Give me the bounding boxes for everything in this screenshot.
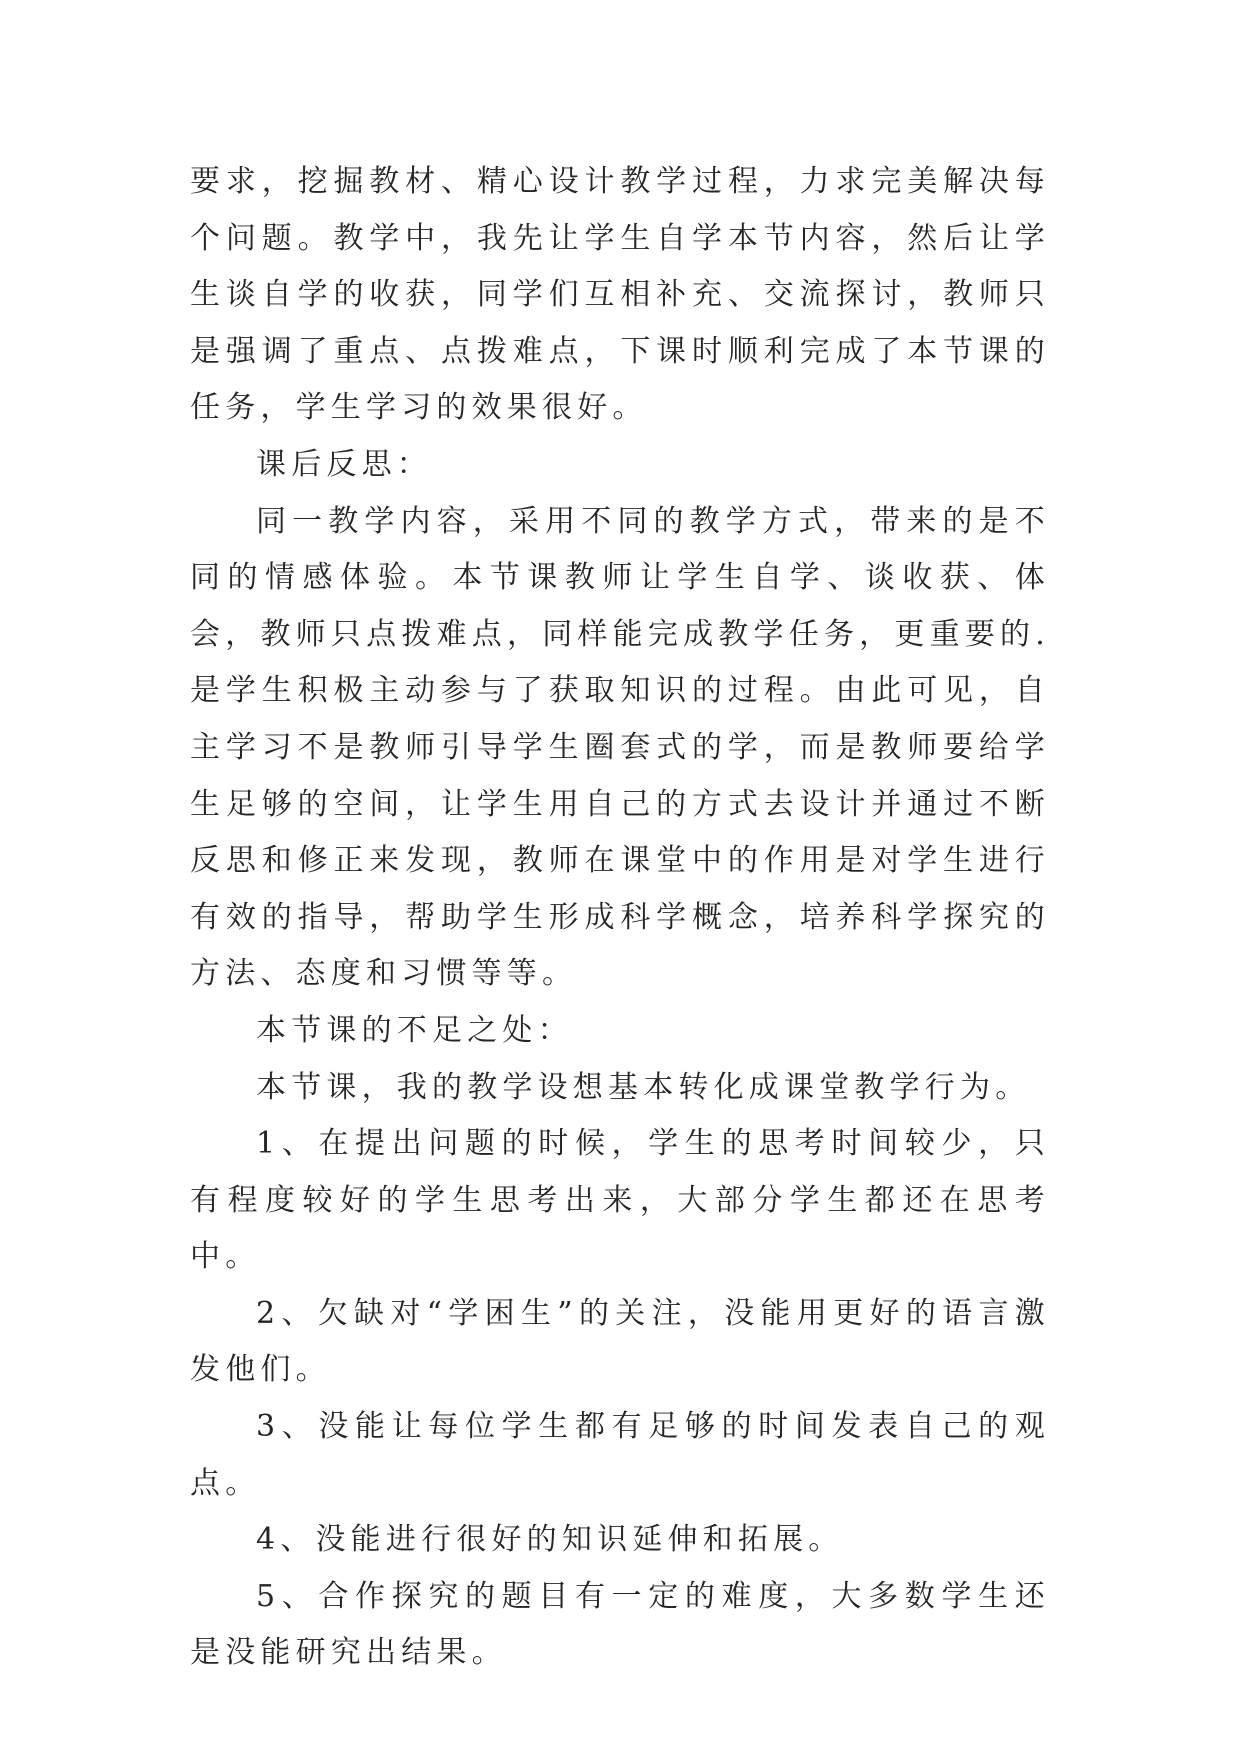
list-item-5: 5、合作探究的题目有一定的难度，大多数学生还是没能研究出结果。 xyxy=(190,1578,1050,1671)
list-item-4: 4、没能进行很好的知识延伸和拓展。 xyxy=(256,1522,844,1558)
paragraph-continuation: 要求，挖掘教材、精心设计教学过程，力求完美解决每个问题。教学中，我先让学生自学本节内容，然后让学生谈自学的收获，同学们互相补充、交流探讨，教师只是强调了重点、点拨难点，下课时顺利完成了本节课的任务，学生学习的效果很好。 xyxy=(190,164,1050,426)
list-item-3: 3、没能让每位学生都有足够的时间发表自己的观点。 xyxy=(190,1409,1050,1501)
body-text xyxy=(190,154,1050,1682)
heading-shortcomings: 本节课的不足之处： xyxy=(256,1012,573,1048)
heading-post-class-reflection: 课后反思： xyxy=(256,446,432,482)
paragraph-summary: 本节课，我的教学设想基本转化成课堂教学行为。 xyxy=(256,1069,1031,1105)
list-item-1: 1、在提出问题的时候，学生的思考时间较少，只有程度较好的学生思考出来，大部分学生都还在思考中。 xyxy=(190,1126,1050,1275)
paragraph-reflection: 同一教学内容，采用不同的教学方式，带来的是不同的情感体验。本节课教师让学生自学、谈收获、体会，教师只点拨难点，同样能完成教学任务，更重要的.是学生积极主动参与了获取知识的过程。由此可见，自主学习不是教师引导学生圈套式的学，而是教师要给学生足够的空间，让学生用自己的方式去设计并通过不断反思和修正来发现，教师在课堂中的作用是对学生进行有效的指导，帮助学生形成科学概念，培养科学探究的方法、态度和习惯等等。 xyxy=(190,503,1050,992)
list-item-2: 2、欠缺对“学困生”的关注，没能用更好的语言激发他们。 xyxy=(190,1295,1050,1388)
